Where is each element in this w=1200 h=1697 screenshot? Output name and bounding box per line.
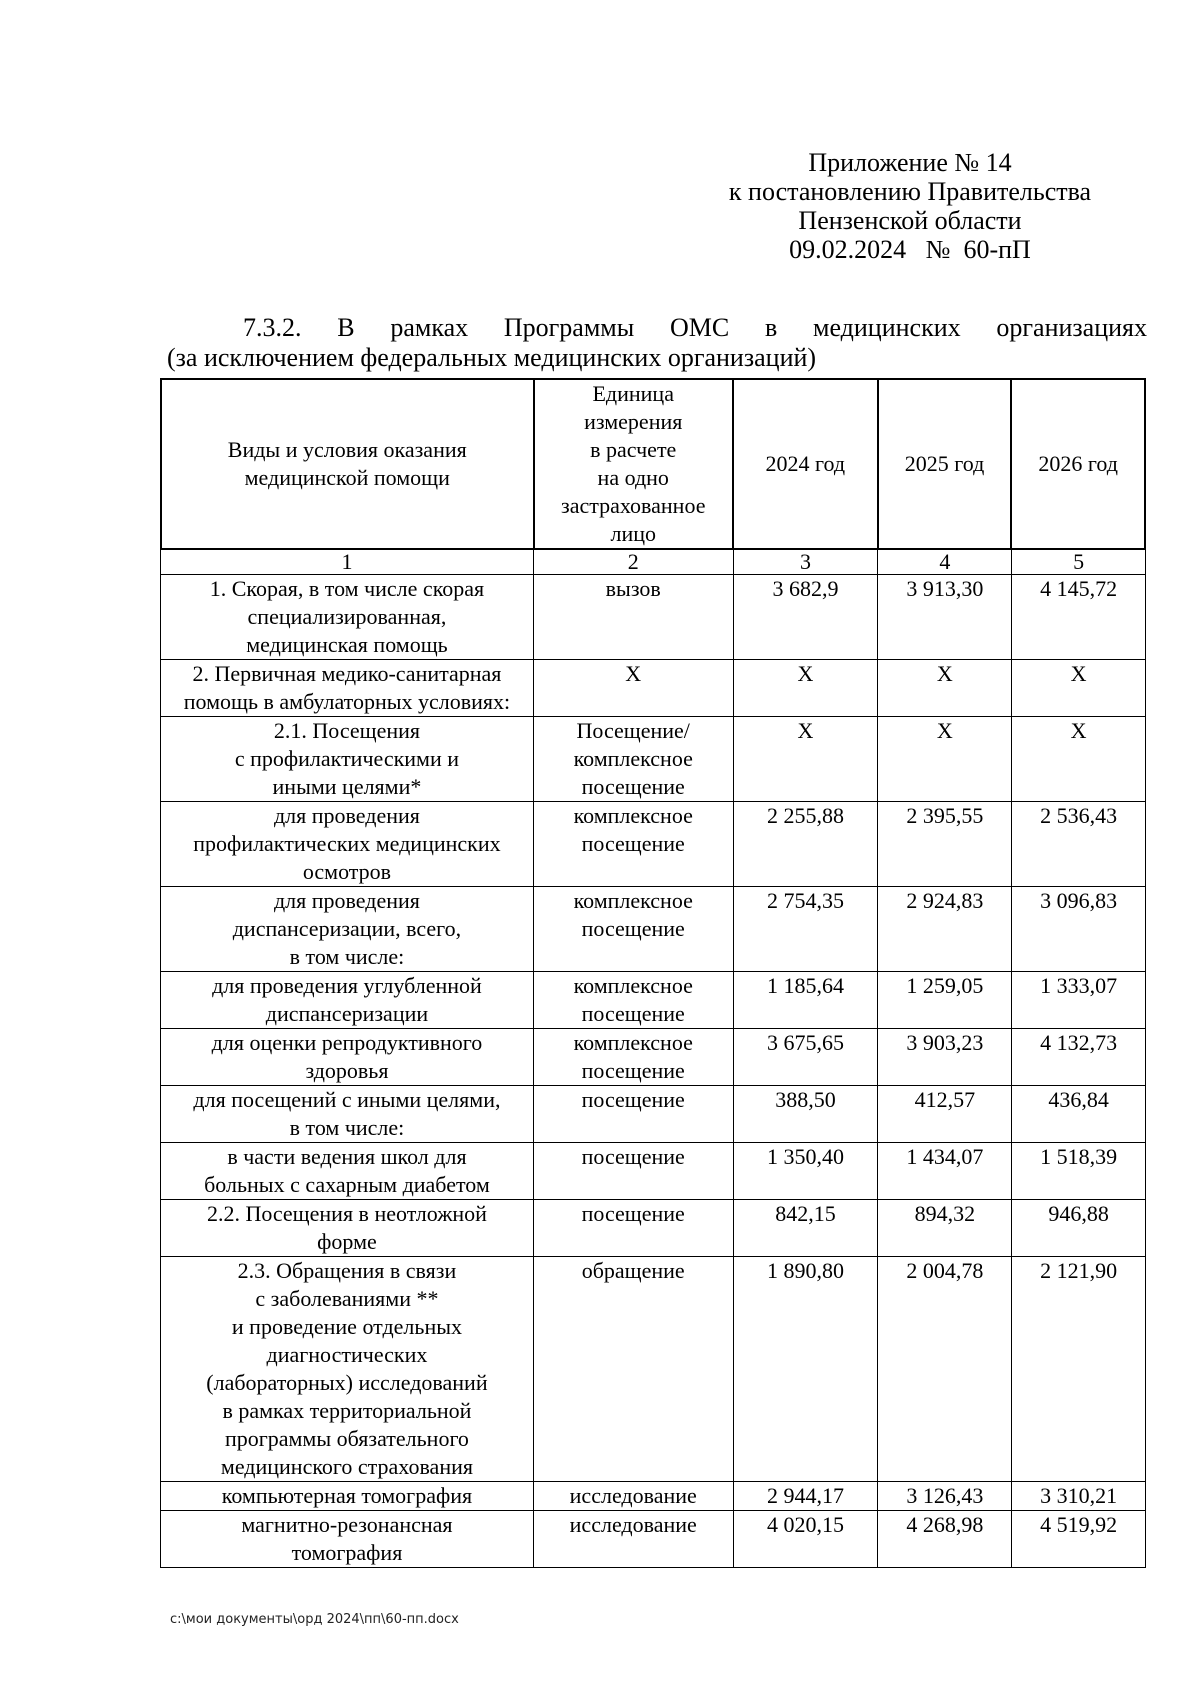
- header-2025: 2025 год: [878, 379, 1012, 549]
- column-number-row: [161, 550, 1146, 575]
- cell-unit: исследование: [533, 1511, 733, 1568]
- cell-unit: комплексное посещение: [533, 972, 733, 1029]
- cell-unit: посещение: [533, 1086, 733, 1143]
- table-row: [161, 575, 1146, 660]
- table-header: [160, 378, 1146, 550]
- cell-2025: 4 268,98: [878, 1511, 1012, 1568]
- appendix-header: [700, 148, 1120, 264]
- cell-care-type: для посещений с иными целями, в том числе:: [161, 1086, 534, 1143]
- cell-care-type: 2.3. Обращения в связи с заболеваниями ** и проведение отдельных диагностических (лабораторных) исследований в рамках территориальной программы обязательного медицинского страхования: [161, 1257, 534, 1482]
- cell-care-type: 2. Первичная медико-санитарная помощь в амбулаторных условиях:: [161, 660, 534, 717]
- cell-unit: исследование: [533, 1482, 733, 1511]
- cell-2025: 2 004,78: [878, 1257, 1012, 1482]
- cell-2024: 2 754,35: [733, 887, 878, 972]
- cell-2025: 3 903,23: [878, 1029, 1012, 1086]
- cell-2024: 842,15: [733, 1200, 878, 1257]
- cell-2026: 436,84: [1012, 1086, 1146, 1143]
- cell-care-type: компьютерная томография: [161, 1482, 534, 1511]
- cell-2024: Х: [733, 660, 878, 717]
- column-number: 1: [161, 550, 534, 575]
- cell-care-type: для проведения углубленной диспансеризации: [161, 972, 534, 1029]
- cell-2025: 2 924,83: [878, 887, 1012, 972]
- cell-2025: Х: [878, 660, 1012, 717]
- cell-2025: 1 434,07: [878, 1143, 1012, 1200]
- appendix-resolution-ref: к постановлению Правительства: [728, 177, 1092, 206]
- cell-care-type: для проведения диспансеризации, всего, в том числе:: [161, 887, 534, 972]
- cell-unit: посещение: [533, 1143, 733, 1200]
- table-row: [161, 1143, 1146, 1200]
- cell-care-type: для проведения профилактических медицинских осмотров: [161, 802, 534, 887]
- cell-2026: 4 145,72: [1012, 575, 1146, 660]
- table-row: [161, 1086, 1146, 1143]
- cell-unit: комплексное посещение: [533, 1029, 733, 1086]
- section-heading-line1: 7.3.2. В рамках Программы ОМС в медицинских организациях: [243, 313, 1147, 342]
- cell-2024: 1 890,80: [733, 1257, 878, 1482]
- section-intro: [167, 313, 1147, 373]
- cell-care-type: для оценки репродуктивного здоровья: [161, 1029, 534, 1086]
- column-number: 2: [533, 550, 733, 575]
- cell-unit: комплексное посещение: [533, 887, 733, 972]
- cell-2026: Х: [1012, 717, 1146, 802]
- header-unit: Единица измерения в расчете на одно застрахованное лицо: [534, 379, 733, 549]
- table-row: [161, 1257, 1146, 1482]
- cell-2025: 3 913,30: [878, 575, 1012, 660]
- cell-2024: 1 185,64: [733, 972, 878, 1029]
- table-row: [161, 1029, 1146, 1086]
- cell-unit: Х: [533, 660, 733, 717]
- table-row: [161, 660, 1146, 717]
- cell-2026: 946,88: [1012, 1200, 1146, 1257]
- table-row: [161, 1482, 1146, 1511]
- cell-2025: 2 395,55: [878, 802, 1012, 887]
- cell-2024: 3 675,65: [733, 1029, 878, 1086]
- cell-care-type: 2.2. Посещения в неотложной форме: [161, 1200, 534, 1257]
- table-row: [161, 887, 1146, 972]
- column-number: 3: [733, 550, 878, 575]
- cell-2026: 2 121,90: [1012, 1257, 1146, 1482]
- column-number: 4: [878, 550, 1012, 575]
- cell-2026: 3 310,21: [1012, 1482, 1146, 1511]
- cell-unit: обращение: [533, 1257, 733, 1482]
- cell-unit: вызов: [533, 575, 733, 660]
- cell-care-type: магнитно-резонансная томография: [161, 1511, 534, 1568]
- file-path-footer: c:\мои документы\орд 2024\пп\60-пп.docx: [170, 1612, 459, 1627]
- cell-2026: 4 519,92: [1012, 1511, 1146, 1568]
- cell-care-type: 1. Скорая, в том числе скорая специализированная, медицинская помощь: [161, 575, 534, 660]
- appendix-region: Пензенской области: [798, 206, 1022, 235]
- table-row: [161, 802, 1146, 887]
- cell-unit: посещение: [533, 1200, 733, 1257]
- section-heading-line2: (за исключением федеральных медицинских организаций): [167, 343, 817, 372]
- table-row: [161, 1511, 1146, 1568]
- cell-2024: 388,50: [733, 1086, 878, 1143]
- cell-2024: 1 350,40: [733, 1143, 878, 1200]
- appendix-number: Приложение № 14: [808, 148, 1012, 177]
- cell-care-type: 2.1. Посещения с профилактическими и иными целями*: [161, 717, 534, 802]
- cell-2025: 3 126,43: [878, 1482, 1012, 1511]
- cell-2024: 3 682,9: [733, 575, 878, 660]
- cell-2025: Х: [878, 717, 1012, 802]
- cell-2026: 1 333,07: [1012, 972, 1146, 1029]
- cell-2026: 4 132,73: [1012, 1029, 1146, 1086]
- cell-unit: Посещение/ комплексное посещение: [533, 717, 733, 802]
- cell-2024: 2 944,17: [733, 1482, 878, 1511]
- cell-2026: Х: [1012, 660, 1146, 717]
- cell-2024: Х: [733, 717, 878, 802]
- header-2024: 2024 год: [733, 379, 878, 549]
- cell-2026: 3 096,83: [1012, 887, 1146, 972]
- cell-2026: 1 518,39: [1012, 1143, 1146, 1200]
- cell-2024: 2 255,88: [733, 802, 878, 887]
- header-care-type: Виды и условия оказания медицинской помощи: [161, 379, 534, 549]
- appendix-date-number: 09.02.2024 № 60-пП: [789, 235, 1031, 264]
- cell-care-type: в части ведения школ для больных с сахарным диабетом: [161, 1143, 534, 1200]
- table-row: [161, 717, 1146, 802]
- cell-2025: 412,57: [878, 1086, 1012, 1143]
- column-number: 5: [1012, 550, 1146, 575]
- cell-2024: 4 020,15: [733, 1511, 878, 1568]
- table-row: [161, 972, 1146, 1029]
- cell-2025: 1 259,05: [878, 972, 1012, 1029]
- cell-2026: 2 536,43: [1012, 802, 1146, 887]
- table-row: [161, 1200, 1146, 1257]
- cell-2025: 894,32: [878, 1200, 1012, 1257]
- cell-unit: комплексное посещение: [533, 802, 733, 887]
- data-table: [160, 549, 1146, 1568]
- header-2026: 2026 год: [1011, 379, 1145, 549]
